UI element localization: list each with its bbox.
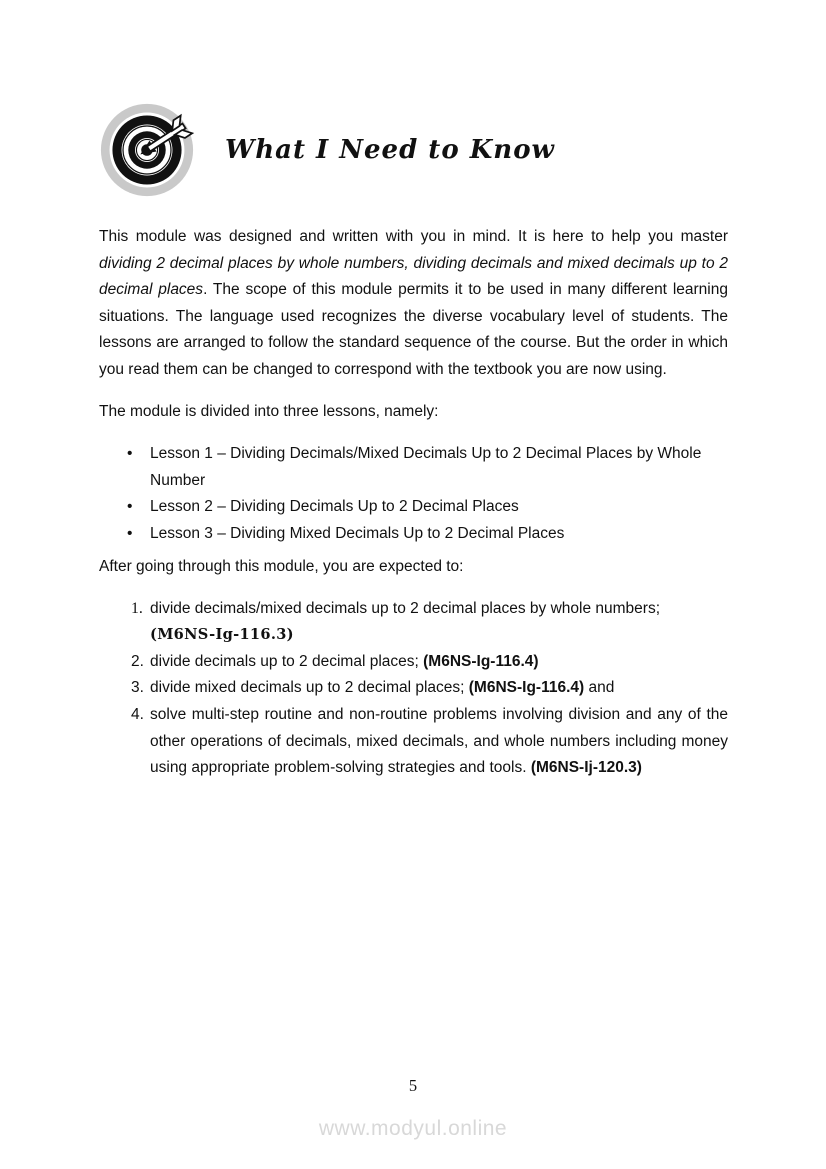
lesson-item-3 — [127, 521, 728, 548]
objective-item-3 — [131, 675, 728, 702]
lesson-item-text: Lesson 3 – Dividing Mixed Decimals Up to 2 Decimal Places — [150, 524, 565, 542]
objective-item-4 — [131, 702, 728, 782]
objective-text: divide decimals/mixed decimals up to 2 decimal places by whole numbers; — [150, 599, 661, 617]
bullet-icon: • — [127, 445, 133, 463]
objective-item-text — [150, 702, 728, 782]
objective-code: (M6NS-Ig-116.4) — [468, 679, 585, 697]
objective-code: (M6NS-Ig-116.3) — [150, 626, 294, 644]
objectives-list — [131, 596, 728, 782]
target-bullseye-icon-svg — [99, 102, 195, 198]
objective-item-text — [150, 596, 728, 649]
bullet-icon: • — [127, 524, 133, 542]
objective-suffix: and — [584, 679, 615, 697]
intro-text-italic: dividing 2 decimal places by whole numbers, dividing decimals and mixed decimals up to 2 decimal places — [99, 254, 728, 299]
objective-text: divide decimals up to 2 decimal places; — [150, 652, 424, 670]
intro-text-normal-1: This module was designed and written with you in mind. It is here to help you master — [99, 228, 728, 245]
objectives-heading: After going through this module, you are expected to: — [99, 557, 464, 575]
objective-text: divide mixed decimals up to 2 decimal places; — [150, 679, 469, 697]
objective-code: (M6NS-Ij-120.3) — [530, 759, 642, 777]
objective-item-1 — [131, 596, 728, 649]
intro-paragraph — [99, 224, 728, 384]
lesson-item-1 — [127, 441, 728, 494]
lesson-item-2 — [127, 494, 728, 521]
objective-item-text — [150, 675, 728, 702]
objective-item-2 — [131, 649, 728, 676]
bullet-icon: • — [127, 498, 133, 516]
objective-item-text — [150, 649, 728, 676]
number-marker: 1. — [131, 599, 143, 617]
objective-code: (M6NS-Ig-116.4) — [423, 652, 539, 670]
number-marker: 2. — [131, 652, 144, 670]
page-title: What I Need to Know — [225, 135, 555, 165]
lessons-list — [127, 441, 728, 547]
target-bullseye-icon — [99, 102, 195, 198]
lesson-item-text: Lesson 1 – Dividing Decimals/Mixed Decimals Up to 2 Decimal Places by Whole Number — [150, 445, 702, 489]
number-marker: 4. — [131, 706, 144, 723]
watermark: www.modyul.online — [318, 1117, 508, 1140]
page-number: 5 — [408, 1076, 418, 1095]
lesson-item-text: Lesson 2 – Dividing Decimals Up to 2 Decimal Places — [150, 498, 519, 516]
objective-text: solve multi-step routine and non-routine problems involving division and any of the other operations of decimals, mixed decimals, and whole numbers including money using appropriate problem-solving strategies and tools. — [150, 706, 728, 777]
lessons-heading: The module is divided into three lessons, namely: — [99, 403, 439, 421]
intro-text-normal-2: . The scope of this module permits it to be used in many different learning situations. The language used recognizes the diverse vocabulary level of students. The lessons are arranged to follow the standard sequence of the course. But the order in which you read them can be changed to correspond with the textbook you are now using. — [99, 281, 728, 378]
section-header — [99, 102, 728, 198]
number-marker: 3. — [131, 679, 144, 697]
